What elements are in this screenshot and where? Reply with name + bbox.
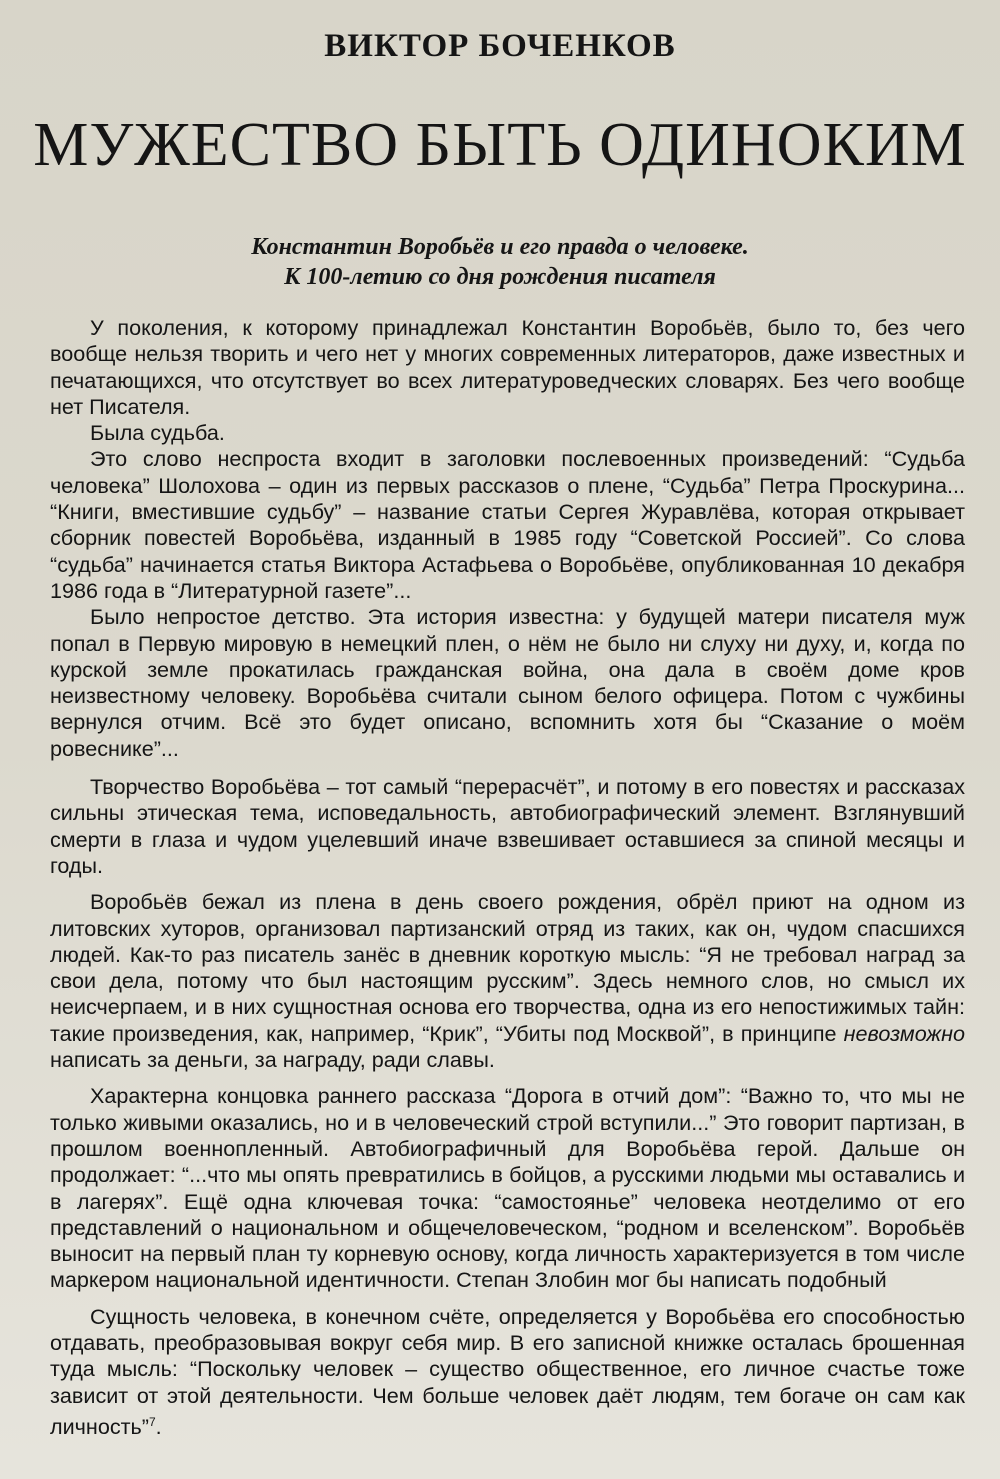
author-name: ВИКТОР БОЧЕНКОВ [324, 28, 676, 64]
emphasis-text: невозможно [843, 1020, 965, 1046]
paragraph-8-end: . [155, 1414, 162, 1440]
paragraph-6 [50, 889, 965, 1073]
paragraph-1: У поколения, к которому принадлежал Константин Воробьёв, было то, без чего вообще нельзя творить и чего нет у многих современных литераторов, даже известных и печатающихся, что отсутствует во всех литературоведческих словарях. Без чего вообще нет Писателя. [50, 315, 965, 419]
paragraph-8-text: Сущность человека, в конечном счёте, определяется у Воробьёва его способностью отдавать, преобразовывая вокруг себя мир. В его записной книжке осталась брошенная туда мысль: “Поскольку человек – существо общественное, его личное счастье тоже зависит от этой деятельности. Чем больше человек даёт людям, тем богаче он сам как личность” [50, 1303, 965, 1440]
paragraph-6-part-b: написать за деньги, за награду, ради славы. [50, 1047, 495, 1073]
paragraph-5: Творчество Воробьёва – тот самый “перерасчёт”, и потому в его повестях и рассказах сильны этическая тема, исповедальность, автобиографический элемент. Взглянувший смерти в глаза и чудом уцелевший иначе взвешивает оставшиеся за спиной месяцы и годы. [50, 774, 965, 878]
paragraph-4: Было непростое детство. Эта история известна: у будущей матери писателя муж попал в Первую мировую в немецкий плен, о нём не было ни слуху ни духу, и, когда по курской земле прокатилась гражданская война, она дала в своём доме кров неизвестному человеку. Воробьёва считали сыном белого офицера. Потом с чужбины вернулся отчим. Всё это будет описано, вспомнить хотя бы “Сказание о моём ровеснике”... [50, 604, 965, 761]
paragraph-8 [50, 1304, 965, 1441]
subtitle-line-1: Константин Воробьёв и его правда о человеке. [251, 234, 749, 260]
paragraph-6-part-a: Воробьёв бежал из плена в день своего рождения, обрёл приют на одном из литовских хуторов, организовал партизанский отряд из таких, как он, чудом спасшихся людей. Как-то раз писатель занёс в дневник короткую мысль: “Я не требовал наград за свои дела, потому что был настоящим русским”. Здесь немного слов, но смысл их неисчерпаем, и в них сущностная основа его творчества, одна из его непостижимых тайн: такие произведения, как, например, “Крик”, “Убиты под Москвой”, в принципе [50, 889, 965, 1046]
paragraph-2: Была судьба. [90, 420, 225, 446]
footnote-marker: 7 [148, 1414, 156, 1429]
article-subtitle [0, 232, 1000, 292]
subtitle-line-2: К 100-летию со дня рождения писателя [284, 264, 716, 290]
article-title: МУЖЕСТВО БЫТЬ ОДИНОКИМ [33, 111, 967, 179]
paragraph-7: Характерна концовка раннего рассказа “Дорога в отчий дом”: “Важно то, что мы не только живыми оказались, но и в человеческий строй вступили...” Это говорит партизан, в прошлом военнопленный. Автобиографичный для Воробьёва герой. Дальше он продолжает: “...что мы опять превратились в бойцов, а русскими людьми мы оставались и в лагерях”. Ещё одна ключевая точка: “самостоянье” человека неотделимо от его представлений о национальном и общечеловеческом, “родном и вселенском”. Воробьёв выносит на первый план ту корневую основу, когда личность характеризуется в том числе маркером национальной идентичности. Степан Злобин мог бы написать подобный [50, 1083, 965, 1293]
paragraph-3: Это слово неспроста входит в заголовки послевоенных произведений: “Судьба человека” Шолохова – один из первых рассказов о плене, “Судьба” Петра Проскурина... “Книги, вместившие судьбу” – название статьи Сергея Журавлёва, которая открывает сборник повестей Воробьёва, изданный в 1985 году “Советской Россией”. Со слова “судьба” начинается статья Виктора Астафьева о Воробьёве, опубликованная 10 декабря 1986 года в “Литературной газете”... [50, 446, 965, 603]
article-body [50, 315, 965, 1440]
